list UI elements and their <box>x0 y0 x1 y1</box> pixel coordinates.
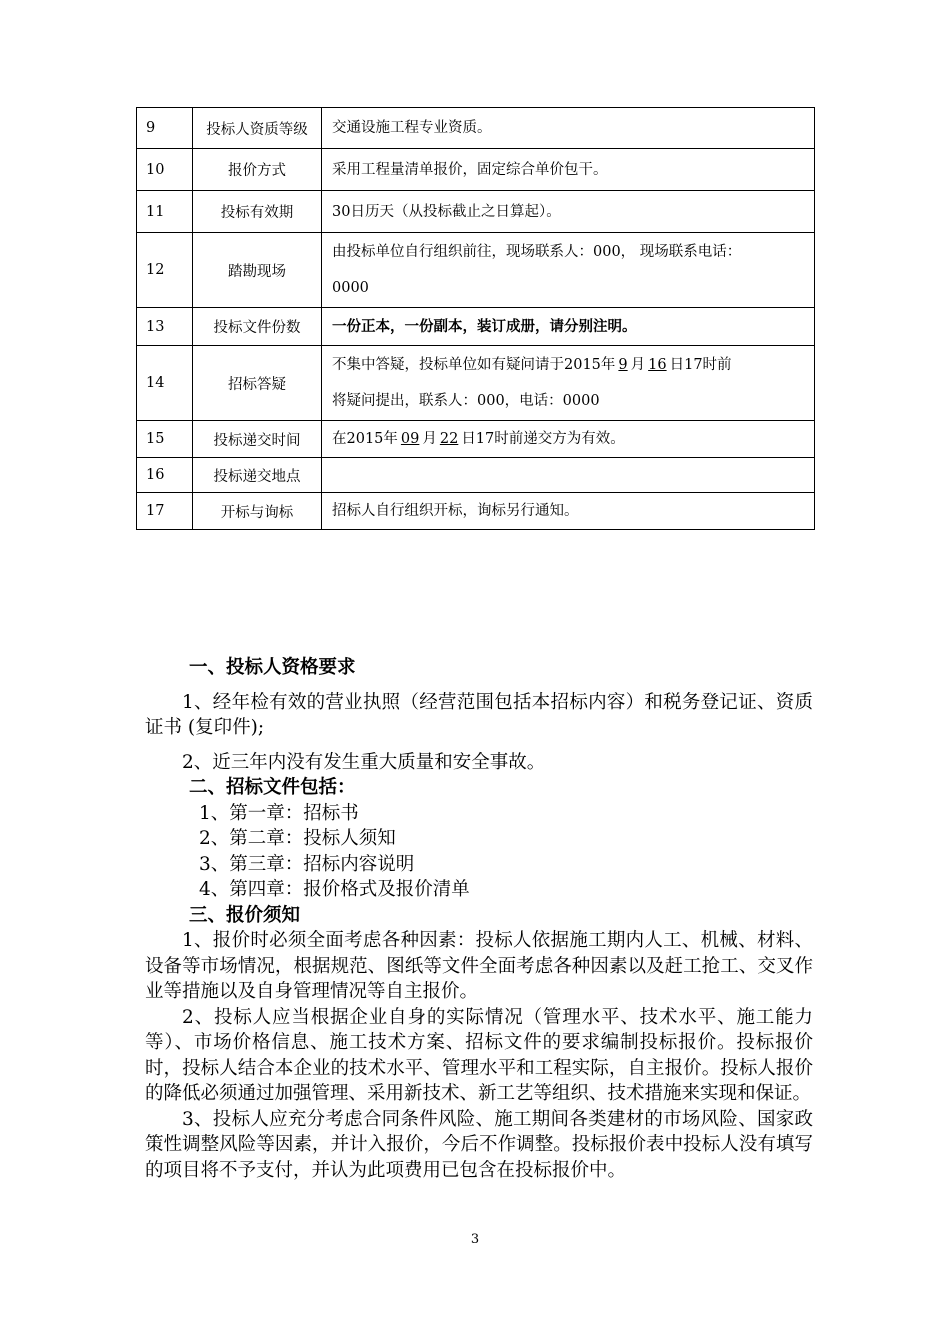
bid-info-table <box>136 107 815 530</box>
row-content <box>322 421 815 458</box>
row-content: 招标人自行组织开标，询标另行通知。 <box>322 493 815 530</box>
row-content: 采用工程量清单报价，固定综合单价包干。 <box>322 149 815 191</box>
row-content: 一份正本，一份副本，装订成册，请分别注明。 <box>322 308 815 346</box>
content-text: 日17时前递交方为有效。 <box>461 431 625 447</box>
row-number: 9 <box>137 108 193 149</box>
underlined-day: 16 <box>648 357 667 373</box>
content-text: 月 <box>630 357 646 373</box>
row-content <box>322 458 815 493</box>
content-text: 月 <box>422 431 437 447</box>
table-row <box>137 191 815 233</box>
content-line: 0000 <box>332 280 369 296</box>
row-item: 踏勘现场 <box>193 233 322 308</box>
table-row <box>137 308 815 346</box>
section-heading: 二、招标文件包括： <box>189 777 356 798</box>
paragraph: 3、投标人应充分考虑合同条件风险、施工期间各类建材的市场风险、国家政策性调整风险等因素，并计入报价，今后不作调整。投标报价表中投标人没有填写的项目将不予支付，并认为此项费用已包含在投标报价中。 <box>145 1108 813 1181</box>
row-number: 16 <box>137 458 193 493</box>
paragraph: 2、投标人应当根据企业自身的实际情况（管理水平、技术水平、施工能力等）、市场价格信息、施工技术方案、招标文件的要求编制投标报价。投标报价时，投标人结合本企业的技术水平、管理水平和工程实际，自主报价。投标人报价的降低必须通过加强管理、采用新技术、新工艺等组织、技术措施来实现和保证。 <box>145 1006 813 1104</box>
content-line: 由投标单位自行组织前往，现场联系人：000， 现场联系电话： <box>332 244 742 260</box>
content-line <box>332 347 808 383</box>
row-number: 15 <box>137 421 193 458</box>
table-row <box>137 493 815 530</box>
row-item: 投标递交时间 <box>193 421 322 458</box>
list-item: 2、第二章：投标人须知 <box>199 828 396 849</box>
row-item: 招标答疑 <box>193 346 322 421</box>
underlined-month: 9 <box>618 357 628 373</box>
row-content: 交通设施工程专业资质。 <box>322 108 815 149</box>
paragraph: 2、近三年内没有发生重大质量和安全事故。 <box>182 751 546 773</box>
row-item: 报价方式 <box>193 149 322 191</box>
table-row <box>137 458 815 493</box>
row-number: 10 <box>137 149 193 191</box>
table-row <box>137 421 815 458</box>
table-row <box>137 108 815 149</box>
underlined-month: 09 <box>400 431 420 447</box>
row-item: 投标有效期 <box>193 191 322 233</box>
table-row <box>137 149 815 191</box>
list-item: 3、第三章：招标内容说明 <box>199 853 415 875</box>
paragraph: 1、经年检有效的营业执照（经营范围包括本招标内容）和税务登记证、资质证书 (复印件); <box>145 691 813 738</box>
section-heading: 三、报价须知 <box>189 904 301 926</box>
content-text: 不集中答疑，投标单位如有疑问请于2015年 <box>332 357 616 373</box>
section-heading: 一、投标人资格要求 <box>189 657 356 678</box>
list-item: 4、第四章：报价格式及报价清单 <box>199 879 470 900</box>
table-row <box>137 346 815 421</box>
row-number: 11 <box>137 191 193 233</box>
row-number: 13 <box>137 308 193 346</box>
row-content <box>322 346 815 421</box>
row-item: 投标递交地点 <box>193 458 322 493</box>
row-number: 12 <box>137 233 193 308</box>
row-content: 30日历天（从投标截止之日算起）。 <box>322 191 815 233</box>
row-item: 开标与询标 <box>193 493 322 530</box>
section-qualification <box>145 655 813 1183</box>
row-item: 投标人资质等级 <box>193 108 322 149</box>
row-content <box>322 233 815 308</box>
content-text: 在2015年 <box>332 431 398 447</box>
underlined-day: 22 <box>439 431 459 447</box>
table-row <box>137 233 815 308</box>
paragraph: 1、报价时必须全面考虑各种因素：投标人依据施工期内人工、机械、材料、设备等市场情况，根据规范、图纸等文件全面考虑各种因素以及赶工抢工、交叉作业等措施以及自身管理情况等自主报价。 <box>145 930 813 1002</box>
list-item: 1、第一章：招标书 <box>199 802 359 824</box>
content-text: 日17时前 <box>669 357 732 373</box>
page-number: 3 <box>470 1232 480 1247</box>
row-item: 投标文件份数 <box>193 308 322 346</box>
content-line: 将疑问提出，联系人：000，电话：0000 <box>332 393 600 409</box>
row-number: 14 <box>137 346 193 421</box>
row-number: 17 <box>137 493 193 530</box>
